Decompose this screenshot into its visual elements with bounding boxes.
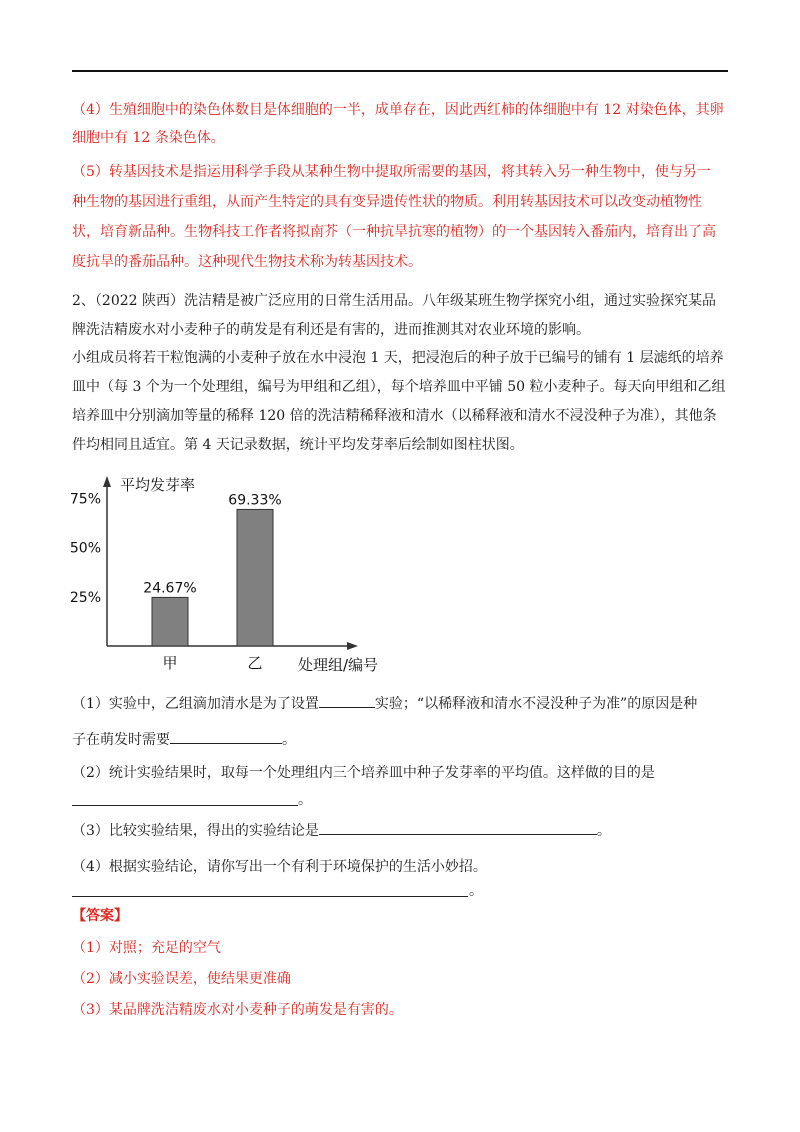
q4-blank[interactable]	[72, 896, 468, 897]
q2-blank[interactable]	[72, 805, 298, 806]
q1-blank-2[interactable]	[170, 729, 282, 744]
q3-end: 。	[596, 823, 611, 839]
q3-blank[interactable]	[319, 820, 597, 835]
x-axis-label: 处理组/编号	[298, 656, 379, 674]
q3-line	[72, 820, 611, 841]
q1-text-c: 子在萌发时需要	[72, 732, 170, 748]
question-2-line-2: 牌洗洁精废水对小麦种子的萌发是有利还是有害的，进而推测其对农业环境的影响。	[72, 322, 590, 338]
answer-5-line-4: 度抗旱的番茄品种。这种现代生物技术称为转基因技术。	[72, 254, 422, 270]
question-2-line-5: 培养皿中分别滴加等量的稀释 120 倍的洗洁精稀释液和清水（以稀释液和清水不浸没种子为准），其他条	[72, 408, 717, 424]
answer-line-1: （1）对照；充足的空气	[72, 940, 221, 956]
bar-yi	[237, 509, 273, 646]
q2-line: （2）统计实验结果时，取每一个处理组内三个培养皿中种子发芽率的平均值。这样做的目的是	[72, 765, 655, 781]
y-ticks	[70, 491, 101, 606]
answer-line-2: （2）减小实验误差，使结果更准确	[72, 971, 291, 987]
answer-5-line-3: 状，培育新品种。生物科技工作者将拟南芥（一种抗旱抗寒的植物）的一个基因转入番茄内，培育出了高	[72, 224, 716, 240]
q1-line-1	[72, 693, 697, 714]
answer-4-line-2: 细胞中有 12 条染色体。	[72, 130, 225, 146]
q1-text-a: （1）实验中，乙组滴加清水是为了设置	[72, 696, 319, 712]
category-label: 甲	[162, 654, 178, 672]
y-tick-label: 75%	[69, 491, 101, 508]
question-2-line-6: 件均相同且适宜。第 4 天记录数据，统计平均发芽率后绘制如图柱状图。	[72, 437, 524, 453]
answer-5-line-2: 种生物的基因进行重组，从而产生特定的具有变异遗传性状的物质。利用转基因技术可以改变动植物性	[72, 194, 702, 210]
y-tick-label: 50%	[69, 540, 101, 557]
q4-line: （4）根据实验结论，请你写出一个有利于环境保护的生活小妙招。	[72, 859, 487, 875]
header-rule	[72, 70, 728, 72]
x-axis-arrow	[347, 642, 358, 650]
q1-blank-1[interactable]	[319, 693, 375, 708]
germination-bar-chart	[60, 460, 410, 680]
question-2-line-1: 2、（2022 陕西）洗洁精是被广泛应用的日常生活用品。八年级某班生物学探究小组，通过实验探究某品	[72, 293, 716, 309]
bar-value-label: 69.33%	[228, 492, 282, 509]
bar-jia	[152, 597, 188, 646]
q1-end: 。	[282, 732, 296, 748]
category-label: 乙	[247, 654, 263, 672]
bars	[143, 492, 281, 672]
y-axis-label: 平均发芽率	[120, 476, 196, 494]
q4-end: 。	[469, 883, 483, 899]
y-axis-arrow	[103, 476, 111, 487]
answer-line-3: （3）某品牌洗洁精废水对小麦种子的萌发是有害的。	[72, 1002, 403, 1018]
answer-header: 【答案】	[72, 908, 128, 924]
y-tick-label: 25%	[69, 589, 101, 606]
answer-4-line-1: （4）生殖细胞中的染色体数目是体细胞的一半，成单存在，因此西红柿的体细胞中有 12 对染色体，其卵	[72, 102, 724, 118]
q1-text-b: 实验；“以稀释液和清水不浸没种子为准”的原因是种	[374, 696, 698, 712]
question-2-line-3: 小组成员将若干粒饱满的小麦种子放在水中浸泡 1 天，把浸泡后的种子放于已编号的铺有 1 层滤纸的培养	[72, 350, 724, 366]
q2-end: 。	[298, 792, 312, 808]
question-2-line-4: 皿中（每 3 个为一个处理组，编号为甲组和乙组），每个培养皿中平铺 50 粒小麦种子。每天向甲组和乙组	[72, 379, 726, 395]
q3-text: （3）比较实验结果，得出的实验结论是	[72, 823, 319, 839]
q1-line-2	[72, 729, 296, 750]
answer-5-line-1: （5）转基因技术是指运用科学手段从某种生物中提取所需要的基因，将其转入另一种生物中，使与另一	[72, 164, 711, 180]
bar-value-label: 24.67%	[143, 580, 197, 597]
